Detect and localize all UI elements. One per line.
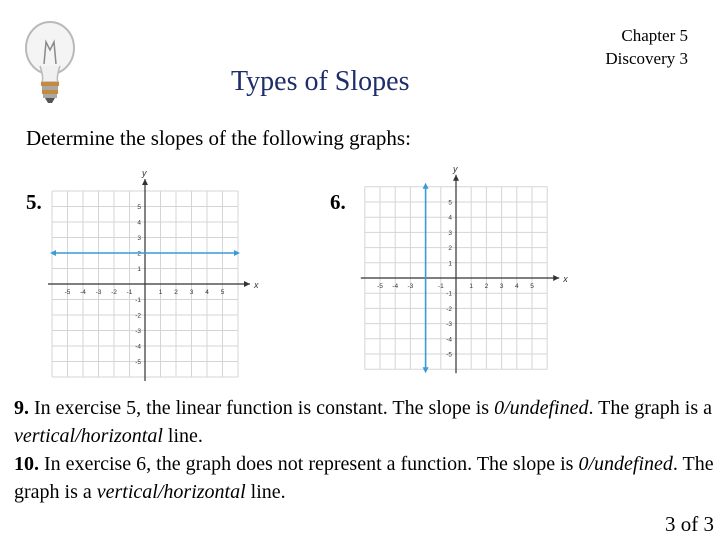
x-axis-arrow [244, 281, 250, 287]
instruction-text: Determine the slopes of the following graphs: [26, 126, 411, 150]
page-title: Types of Slopes [231, 66, 410, 97]
x-tick-label: 4 [514, 283, 519, 290]
x-tick-label: -5 [64, 289, 71, 296]
page-number: 3 of 3 [665, 512, 714, 536]
y-tick-label: -5 [135, 359, 141, 366]
x-axis-label: x [563, 274, 568, 284]
y-tick-label: -2 [446, 305, 452, 313]
y-tick-label: -4 [446, 336, 452, 344]
y-axis-arrow [142, 179, 148, 185]
x-tick-label: 2 [484, 283, 489, 290]
x-tick-label: -5 [377, 283, 383, 290]
x-tick-label: -4 [392, 283, 399, 290]
x-tick-label: 3 [499, 283, 504, 290]
y-tick-label: -2 [135, 312, 141, 320]
lightbulb-icon [18, 20, 82, 106]
y-tick-label: 5 [448, 199, 452, 207]
y-tick-label: 1 [137, 266, 141, 273]
exercise-6-graph [360, 163, 584, 374]
x-tick-label: -3 [95, 289, 102, 296]
y-tick-label: -1 [135, 297, 141, 304]
y-tick-label: 5 [137, 204, 141, 211]
x-tick-label: -1 [126, 289, 133, 296]
exercise-5-number: 5. [26, 190, 42, 214]
y-tick-label: -5 [446, 351, 452, 359]
y-tick-label: 2 [448, 245, 452, 253]
exercise-6-number: 6. [330, 190, 346, 214]
x-tick-label: 1 [469, 283, 474, 290]
y-axis-label: y [453, 163, 458, 174]
y-tick-label: -4 [135, 343, 141, 351]
chapter-line: Chapter 5 [621, 26, 688, 45]
discovery-line: Discovery 3 [605, 49, 688, 68]
x-tick-label: 1 [158, 289, 163, 296]
paragraph-10-number: 10. [14, 453, 39, 475]
x-tick-label: 4 [205, 289, 209, 296]
slope-options: 0/undefined [494, 397, 589, 419]
y-tick-label: 4 [448, 214, 452, 222]
x-tick-label: 5 [220, 289, 225, 296]
x-tick-label: -4 [80, 289, 86, 296]
y-tick-label: -3 [446, 321, 452, 329]
x-tick-label: -1 [437, 283, 444, 290]
x-axis-arrow [553, 275, 559, 281]
x-tick-label: 2 [174, 289, 178, 296]
line-options: vertical/horizontal [96, 481, 246, 503]
chapter-label [560, 24, 688, 70]
line-arrow-up [423, 183, 429, 189]
y-tick-label: 3 [448, 229, 452, 237]
line-options: vertical/horizontal [14, 425, 163, 447]
y-tick-label: 1 [448, 260, 452, 268]
answer-paragraphs [14, 394, 714, 506]
y-tick-label: -3 [135, 328, 141, 335]
x-tick-label: -3 [407, 283, 414, 290]
paragraph-9-number: 9. [14, 397, 29, 419]
y-tick-label: 3 [137, 235, 141, 242]
line-arrow-right [234, 250, 240, 256]
paragraph-9: 9. In exercise 5, the linear function is constant. The slope is 0/undefined. The graph is a vertical/horizontal line. [14, 397, 712, 447]
slope-options: 0/undefined [578, 453, 673, 475]
y-tick-label: -1 [446, 290, 452, 298]
y-axis-label: y [142, 168, 147, 178]
line-arrow-left [50, 250, 56, 256]
x-tick-label: 3 [189, 289, 194, 296]
paragraph-10: 10. In exercise 6, the graph does not represent a function. The slope is 0/undefined. The graph is a vertical/horizontal line. [14, 453, 714, 503]
exercise-5-graph [48, 158, 268, 374]
x-tick-label: -2 [111, 289, 117, 296]
y-tick-label: 2 [137, 250, 141, 258]
y-axis-arrow [453, 175, 459, 181]
x-axis-label: x [254, 280, 259, 290]
x-tick-label: 5 [530, 283, 534, 290]
line-arrow-down [423, 367, 429, 373]
y-tick-label: 4 [137, 219, 141, 227]
